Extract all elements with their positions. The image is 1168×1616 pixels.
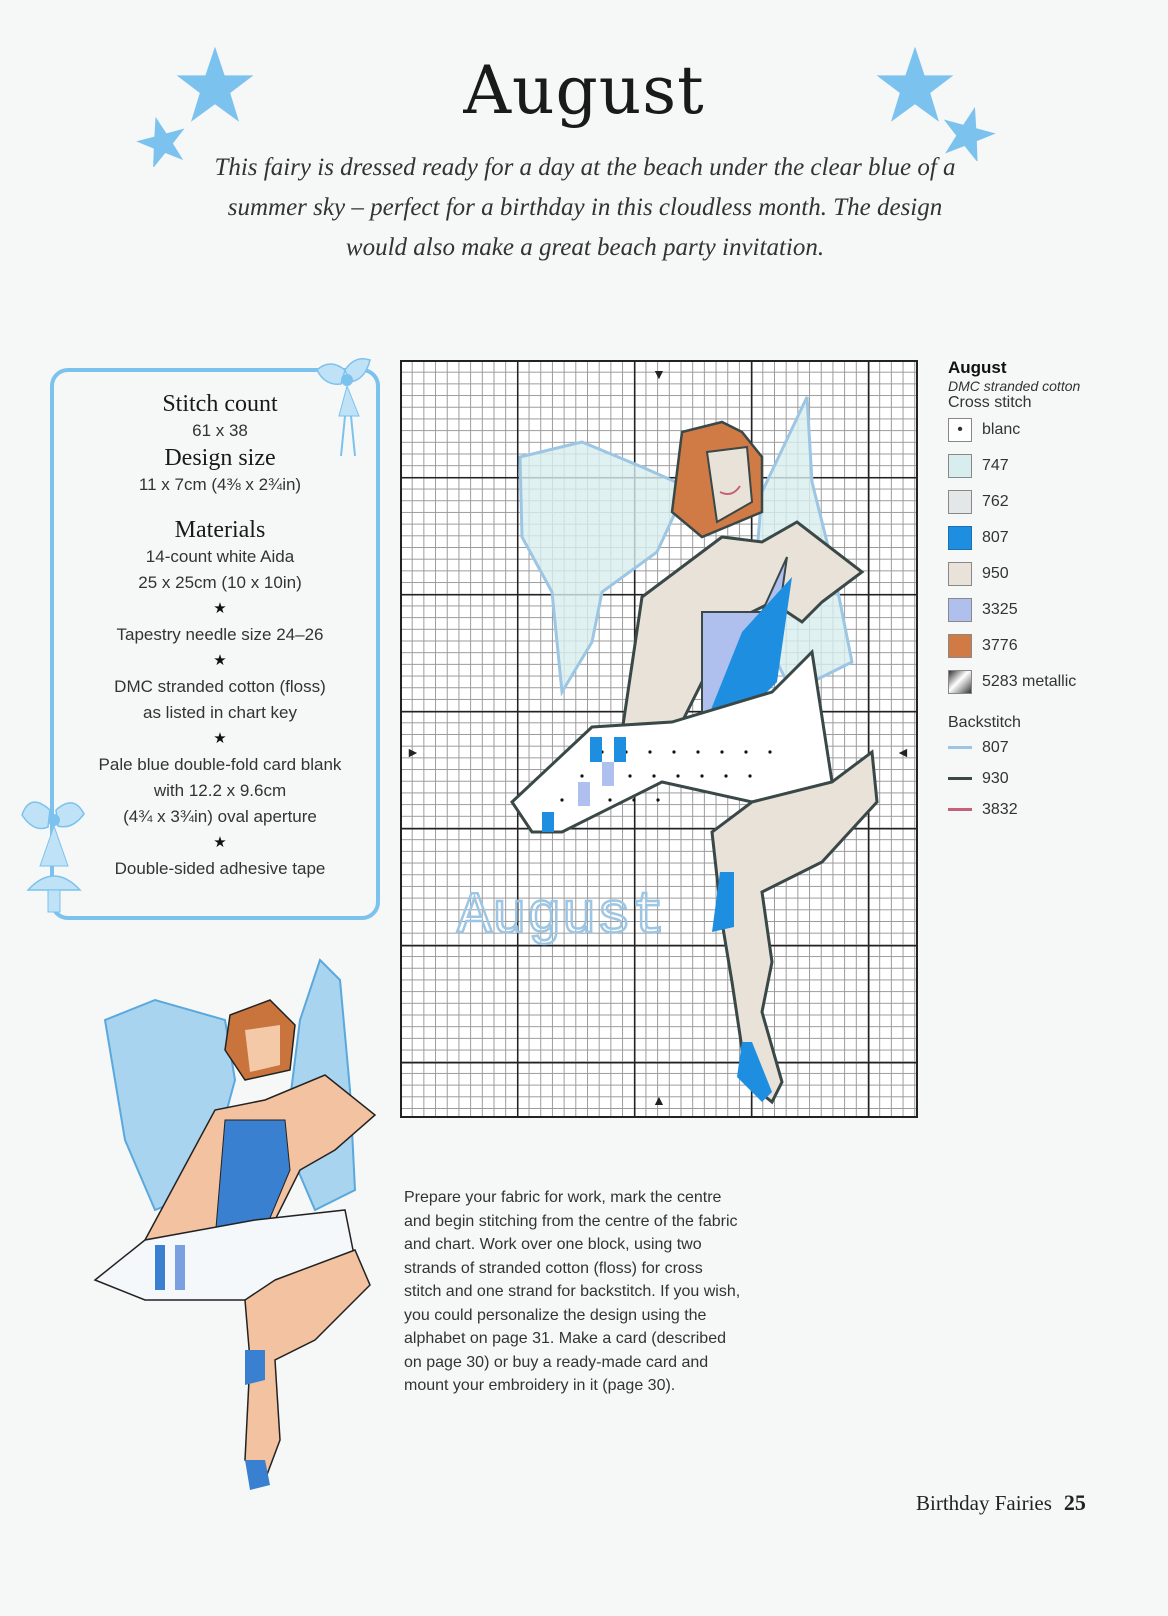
page-number: 25 [1063, 1490, 1086, 1515]
key-item-3776 [948, 628, 1148, 664]
backstitch-heading: Backstitch [948, 714, 1021, 731]
stitch-count-value: 61 x 38 [192, 421, 248, 440]
material-item: Double-sided adhesive tape [114, 859, 326, 878]
star-separator-icon: ★ [213, 834, 227, 851]
material-item: 25 x 25cm (10 x 10in) [138, 573, 302, 592]
key-item-762 [948, 484, 1148, 520]
color-swatch-icon [948, 562, 972, 586]
material-item: as listed in chart key [142, 703, 297, 722]
metallic-swatch-icon [948, 670, 972, 694]
material-item: Tapestry needle size 24–26 [116, 625, 324, 644]
backstitch-item-807 [948, 732, 1148, 763]
chart-key [948, 358, 1148, 825]
key-title: August [948, 358, 1007, 377]
fairy-pattern [402, 362, 916, 1116]
backstitch-item-3832 [948, 794, 1148, 825]
cross-stitch-heading: Cross stitch [948, 394, 1032, 411]
materials-content [60, 390, 380, 882]
design-size-value: 11 x 7cm (4⅜ x 2¾in) [138, 475, 302, 494]
backstitch-item-930 [948, 763, 1148, 794]
material-item: with 12.2 x 9.6cm [153, 781, 287, 800]
center-marker-top-icon: ▼ [652, 366, 666, 382]
svg-text:August: August [457, 885, 666, 950]
stitched-fairy-photo [85, 940, 385, 1500]
line-swatch-icon [948, 746, 972, 749]
center-marker-left-icon: ► [406, 744, 420, 760]
dot-swatch-icon: • [948, 418, 972, 442]
key-code: 950 [982, 565, 1009, 582]
stitch-count-heading: Stitch count [162, 391, 278, 417]
key-code: 930 [982, 769, 1009, 787]
color-swatch-icon [948, 526, 972, 550]
key-code: 747 [982, 457, 1009, 474]
star-separator-icon: ★ [213, 730, 227, 747]
design-size-heading: Design size [164, 445, 276, 471]
cross-stitch-chart [400, 360, 918, 1118]
key-item-747 [948, 448, 1148, 484]
key-item-blanc [948, 412, 1148, 448]
book-title: Birthday Fairies [916, 1491, 1052, 1515]
key-item-807 [948, 520, 1148, 556]
instructions-text: Prepare your fabric for work, mark the centre and begin stitching from the centre of the fabric and chart. Work over one block, using two strands of stranded cotton (floss) for cross stitch and one strand for backstitch. If you wish, you could personalize the design using the alphabet on page 31. Make a card (described on page 30) or buy a ready-made card and mount your embroidery in it (page 30). [404, 1189, 741, 1394]
key-item-950 [948, 556, 1148, 592]
color-swatch-icon [948, 454, 972, 478]
material-item: (4¾ x 3¾in) oval aperture [123, 807, 317, 826]
key-code: 5283 metallic [982, 673, 1077, 690]
intro-text: This fairy is dressed ready for a day at the beach under the clear blue of a summer sky – perfect for a birthday in this cloudless month. The design would also make a great beach party invitation. [214, 154, 956, 261]
key-code: 3776 [982, 637, 1018, 654]
color-swatch-icon [948, 598, 972, 622]
page-title: August [463, 52, 705, 129]
color-swatch-icon [948, 634, 972, 658]
color-swatch-icon [948, 490, 972, 514]
key-item-3325 [948, 592, 1148, 628]
key-code: 3325 [982, 601, 1018, 618]
center-marker-right-icon: ◄ [896, 744, 910, 760]
key-code: 3832 [982, 800, 1018, 818]
line-swatch-icon [948, 808, 972, 811]
material-item: DMC stranded cotton (floss) [114, 677, 326, 696]
star-separator-icon: ★ [213, 652, 227, 669]
line-swatch-icon [948, 777, 972, 780]
key-item-5283 [948, 664, 1148, 700]
key-code: 807 [982, 738, 1009, 756]
key-subtitle: DMC stranded cotton [948, 378, 1081, 394]
star-separator-icon: ★ [213, 600, 227, 617]
key-code: blanc [982, 421, 1021, 438]
key-code: 762 [982, 493, 1009, 510]
materials-heading: Materials [174, 517, 266, 543]
page-footer [916, 1490, 1086, 1516]
center-marker-bottom-icon: ▲ [652, 1092, 666, 1108]
material-item: 14-count white Aida [145, 547, 295, 566]
material-item: Pale blue double-fold card blank [98, 755, 342, 774]
key-code: 807 [982, 529, 1009, 546]
